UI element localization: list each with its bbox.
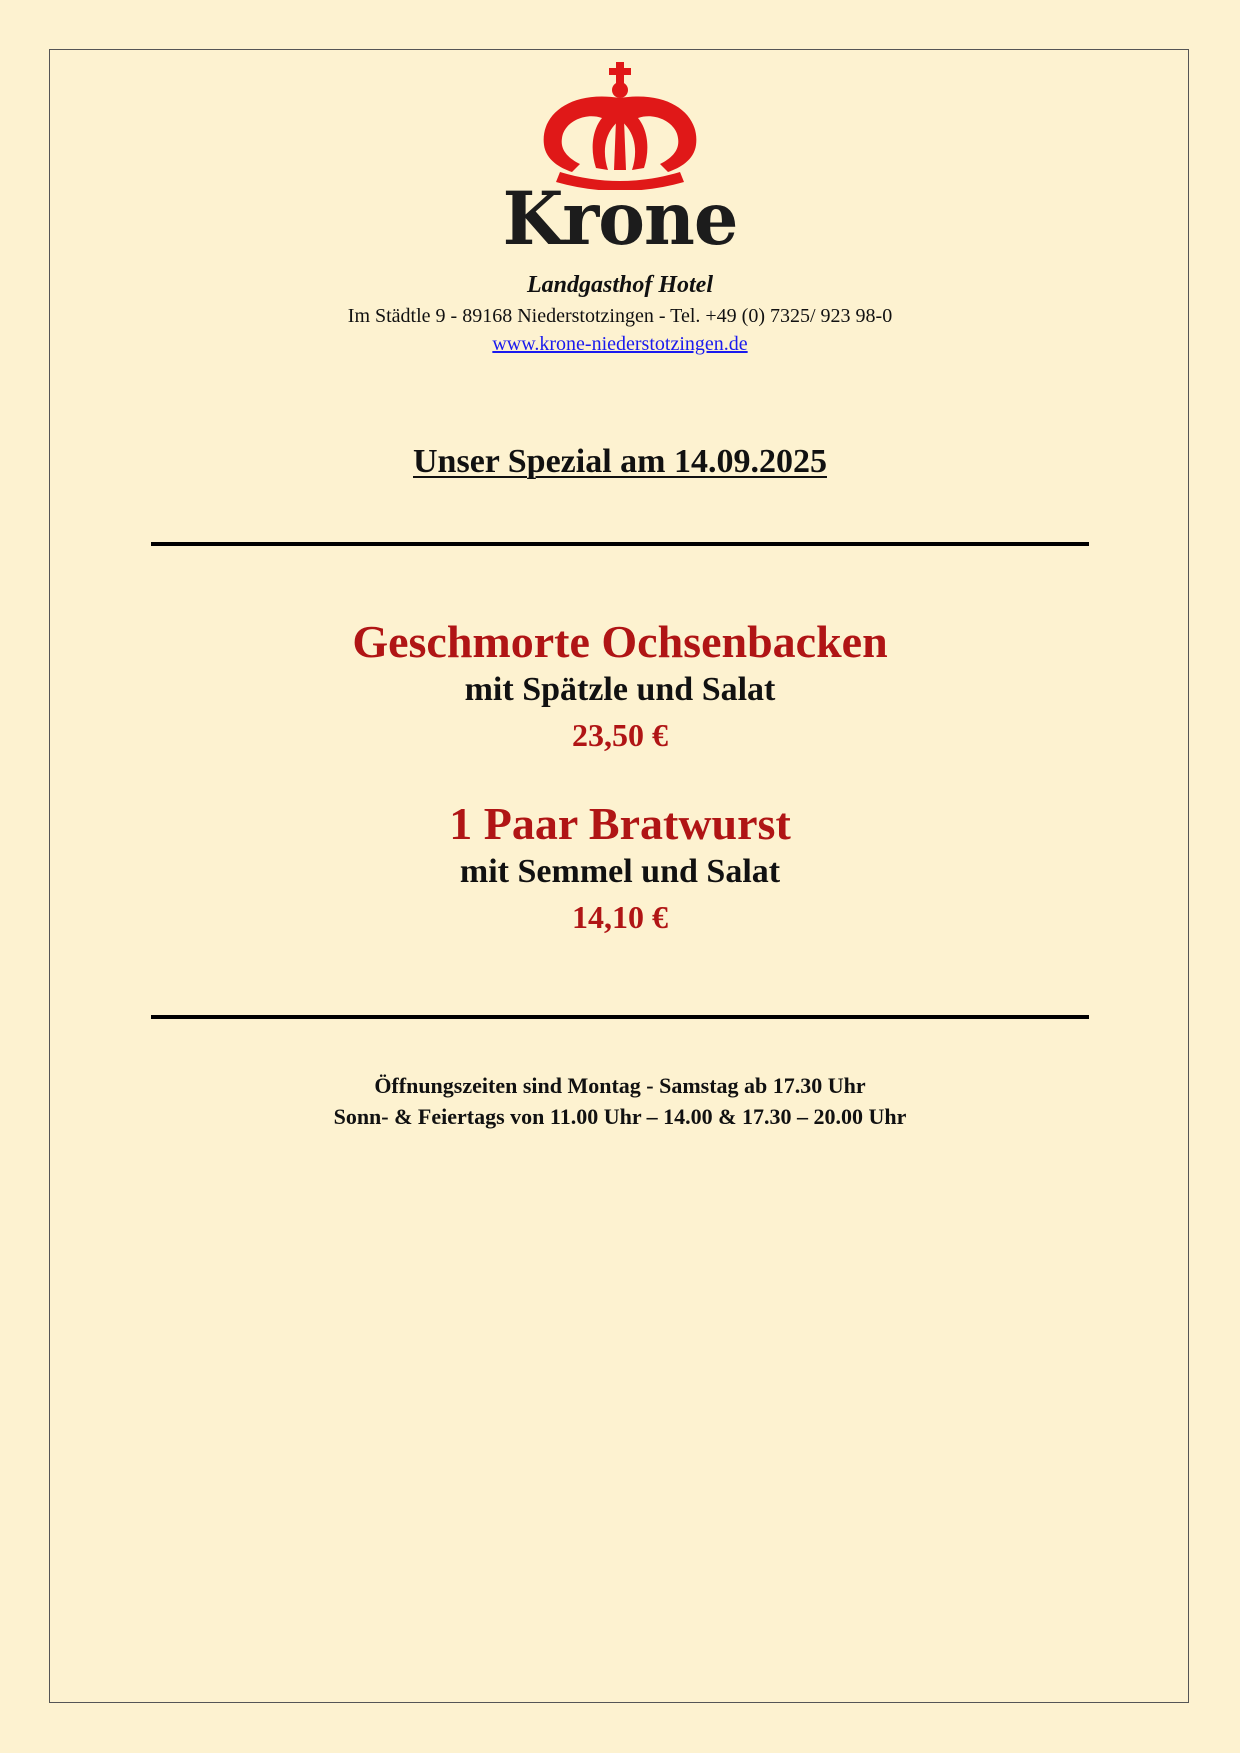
crown-icon xyxy=(530,60,710,190)
divider-top xyxy=(151,542,1089,546)
hotel-subtitle: Landgasthof Hotel xyxy=(526,272,713,298)
hotel-address: Im Städtle 9 - 89168 Niederstotzingen - Tel. +49 (0) 7325/ 923 98-0 xyxy=(347,305,893,327)
dish-2-price: 14,10 € xyxy=(572,899,668,935)
dish-2-description: mit Semmel und Salat xyxy=(459,853,781,890)
opening-hours-sundays: Sonn- & Feiertags von 11.00 Uhr – 14.00 & 17.30 – 20.00 Uhr xyxy=(333,1104,907,1129)
divider-bottom xyxy=(151,1015,1089,1019)
opening-hours-weekdays: Öffnungszeiten sind Montag - Samstag ab 17.30 Uhr xyxy=(374,1073,866,1098)
dish-1-description: mit Spätzle und Salat xyxy=(464,671,776,708)
website-line xyxy=(0,333,1240,356)
dish-1-price: 23,50 € xyxy=(572,717,668,753)
special-heading xyxy=(0,443,1240,481)
dish-2-name: 1 Paar Bratwurst xyxy=(449,798,791,849)
special-heading-text: Unser Spezial am 14.09.2025 xyxy=(413,443,827,480)
brand-wordmark: Krone xyxy=(502,174,738,263)
dish-1-name: Geschmorte Ochsenbacken xyxy=(352,616,888,667)
logo xyxy=(0,60,1240,263)
website-link[interactable]: www.krone-niederstotzingen.de xyxy=(492,333,748,355)
